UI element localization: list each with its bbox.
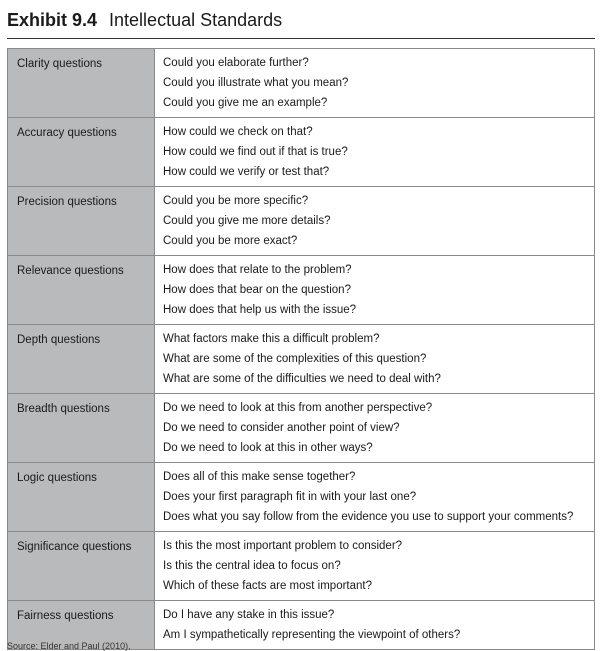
table-row (8, 325, 595, 394)
category-cell: Precision questions (8, 187, 155, 256)
question-item: How could we check on that? (163, 126, 313, 138)
question-item: Does your first paragraph fit in with your last one? (163, 491, 417, 503)
category-cell: Significance questions (8, 532, 155, 601)
question-item: Do we need to consider another point of view? (163, 422, 400, 434)
question-item: What factors make this a difficult problem? (163, 333, 380, 345)
question-item: Am I sympathetically representing the viewpoint of others? (163, 629, 461, 641)
question-item: Which of these facts are most important? (163, 580, 373, 592)
category-cell: Depth questions (8, 325, 155, 394)
table-row (8, 187, 595, 256)
question-item: Could you illustrate what you mean? (163, 77, 349, 89)
title-rule (7, 38, 595, 39)
question-item: Is this the most important problem to consider? (163, 540, 403, 552)
questions-cell (155, 532, 595, 601)
question-item: Does all of this make sense together? (163, 471, 356, 483)
category-cell: Breadth questions (8, 394, 155, 463)
question-item: Could you give me an example? (163, 97, 328, 109)
question-item: How could we verify or test that? (163, 166, 330, 178)
question-item: What are some of the complexities of this question? (163, 353, 427, 365)
category-cell: Relevance questions (8, 256, 155, 325)
questions-cell (155, 49, 595, 118)
table-row (8, 394, 595, 463)
questions-cell (155, 325, 595, 394)
question-item: What are some of the difficulties we need to deal with? (163, 373, 441, 385)
questions-cell (155, 463, 595, 532)
exhibit-heading: Intellectual Standards (109, 10, 283, 30)
category-cell: Clarity questions (8, 49, 155, 118)
question-item: How does that bear on the question? (163, 284, 351, 296)
table-row (8, 463, 595, 532)
category-cell: Fairness questions (8, 601, 155, 650)
question-item: Could you be more specific? (163, 195, 309, 207)
table-row (8, 118, 595, 187)
question-item: Could you give me more details? (163, 215, 331, 227)
question-item: How does that help us with the issue? (163, 304, 357, 316)
question-item: Do I have any stake in this issue? (163, 609, 335, 621)
standards-table (7, 48, 595, 650)
question-item: Do we need to look at this in other ways? (163, 442, 373, 454)
exhibit-title (7, 8, 282, 32)
questions-cell (155, 118, 595, 187)
exhibit-number: Exhibit 9.4 (7, 10, 98, 30)
table-row (8, 49, 595, 118)
question-item: Do we need to look at this from another perspective? (163, 402, 433, 414)
question-item: How does that relate to the problem? (163, 264, 352, 276)
question-item: Does what you say follow from the evidence you use to support your comments? (163, 511, 574, 523)
questions-cell (155, 601, 595, 650)
table-row (8, 256, 595, 325)
category-cell: Accuracy questions (8, 118, 155, 187)
questions-cell (155, 256, 595, 325)
table-row (8, 532, 595, 601)
category-cell: Logic questions (8, 463, 155, 532)
source-note: Source: Elder and Paul (2010). (7, 641, 131, 651)
question-item: How could we find out if that is true? (163, 146, 348, 158)
questions-cell (155, 394, 595, 463)
question-item: Is this the central idea to focus on? (163, 560, 341, 572)
question-item: Could you elaborate further? (163, 57, 309, 69)
question-item: Could you be more exact? (163, 235, 298, 247)
questions-cell (155, 187, 595, 256)
standards-table-body (8, 49, 595, 650)
